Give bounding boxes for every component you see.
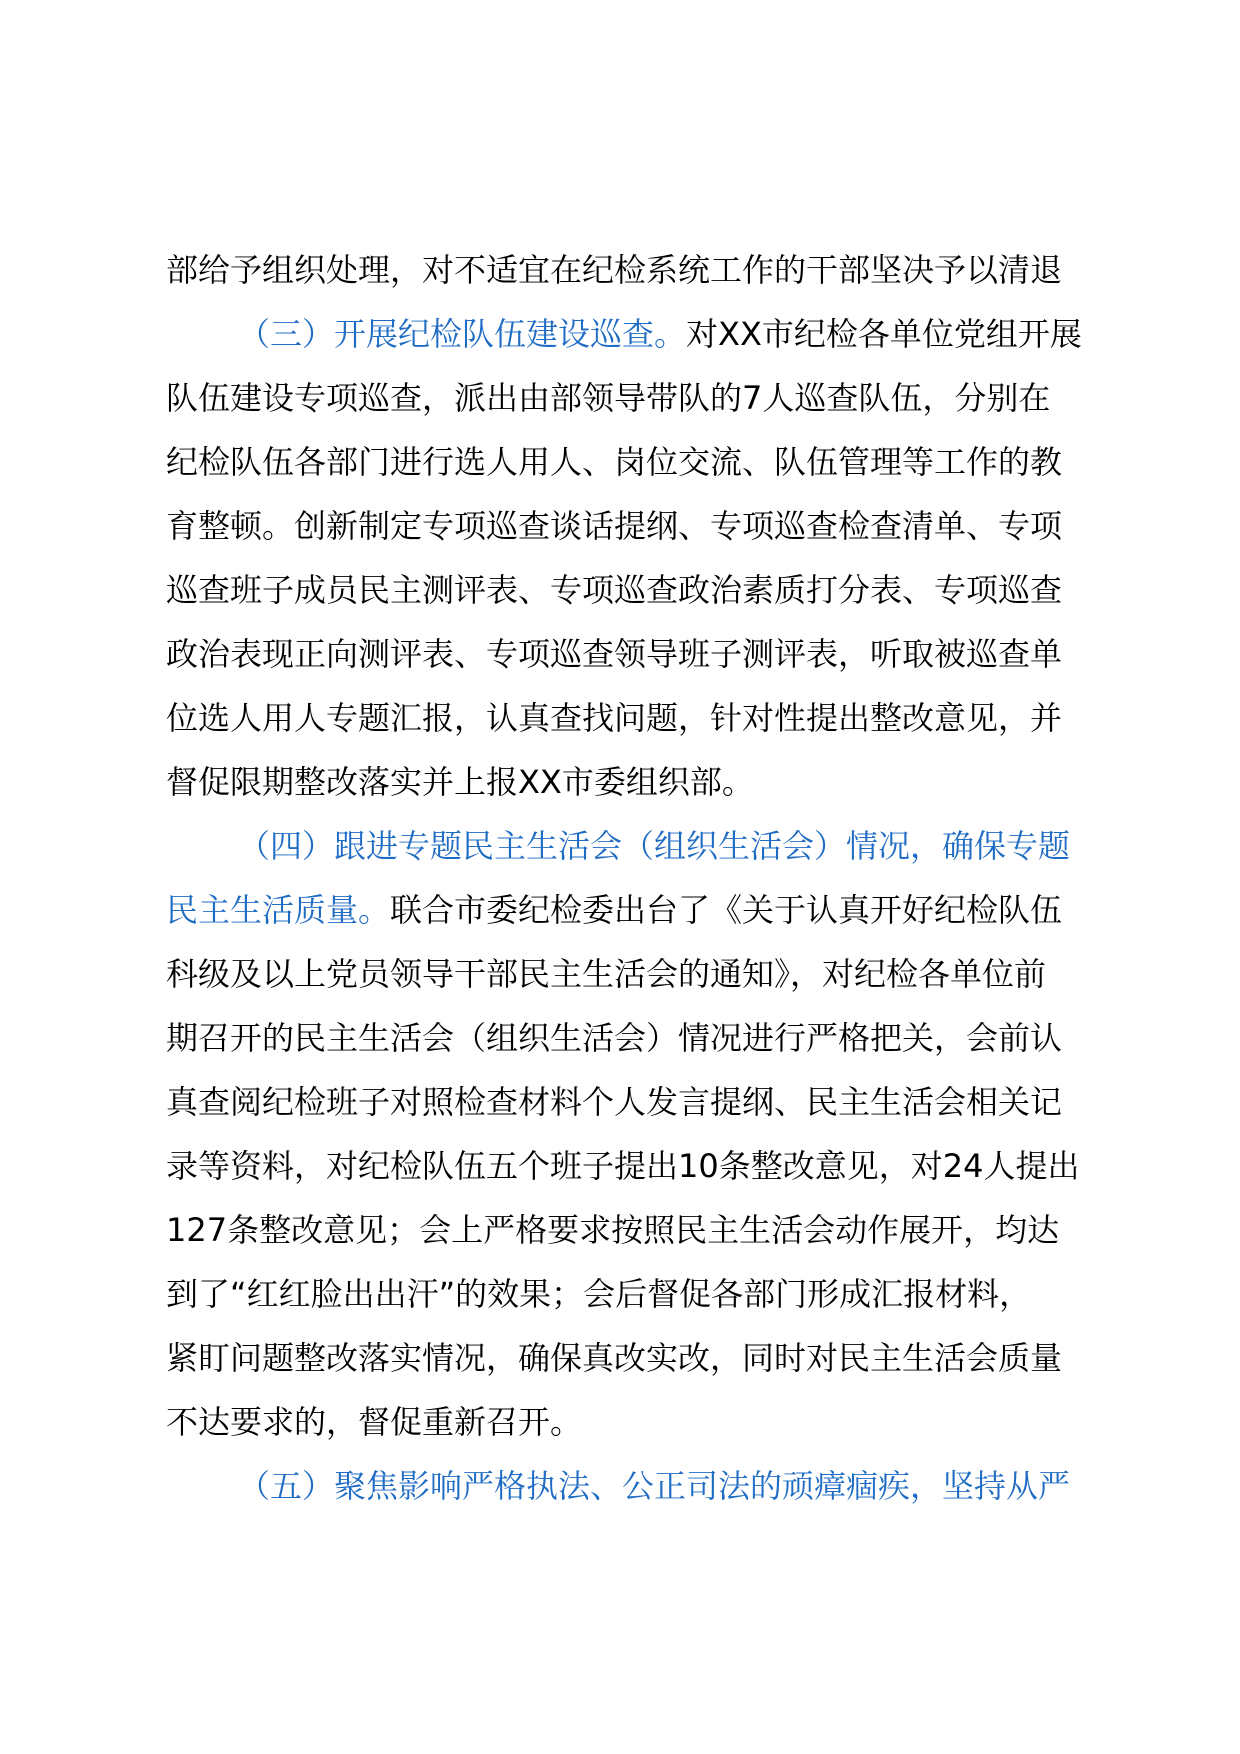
- body-line: [166, 634, 1062, 674]
- body-text: 育整顿。创新制定专项巡查谈话提纲、专项巡查检查清单、专项: [166, 507, 1063, 545]
- body-line: [166, 1338, 1062, 1378]
- body-text: 纪检队伍各部门进行选人用人、岗位交流、队伍管理等工作的教: [166, 443, 1063, 481]
- body-line: [166, 1274, 1031, 1314]
- body-text: 到了“红红脸出出汗”的效果；会后督促各部门形成汇报材料，: [166, 1275, 1032, 1313]
- section-heading: （五）聚焦影响严格执法、公正司法的顽瘴痼疾，坚持从严: [238, 1467, 1071, 1505]
- body-text: 期召开的民主生活会（组织生活会）情况进行严格把关，会前认: [166, 1019, 1063, 1057]
- body-line: [166, 1210, 1059, 1250]
- body-text: 督促限期整改落实并上报XX市委组织部。: [166, 763, 754, 801]
- body-line: [166, 698, 1062, 738]
- body-text: 位选人用人专题汇报，认真查找问题，针对性提出整改意见，并: [166, 699, 1063, 737]
- body-line: [166, 1018, 1062, 1058]
- body-line: [238, 826, 1070, 866]
- body-line: [166, 1082, 1062, 1122]
- body-text: 不达要求的，督促重新召开。: [166, 1403, 583, 1441]
- body-line: [166, 378, 1050, 418]
- body-line: [166, 506, 1062, 546]
- section-heading: （三）开展纪检队伍建设巡查。: [238, 315, 687, 353]
- body-line: [166, 762, 754, 802]
- body-text: 录等资料，对纪检队伍五个班子提出10条整改意见，对24人提出: [166, 1147, 1080, 1185]
- body-text: 真查阅纪检班子对照检查材料个人发言提纲、民主生活会相关记: [166, 1083, 1063, 1121]
- body-line: [166, 890, 1062, 930]
- body-line: [166, 954, 1046, 994]
- body-text: 政治表现正向测评表、专项巡查领导班子测评表，听取被巡查单: [166, 635, 1063, 673]
- body-text: 联合市委纪检委出台了《关于认真开好纪检队伍: [390, 891, 1063, 929]
- body-line: [238, 314, 1082, 354]
- body-line: [166, 1402, 582, 1442]
- body-text: 127条整改意见；会上严格要求按照民主生活会动作展开，均达: [166, 1211, 1060, 1249]
- body-line: [166, 250, 1062, 290]
- body-text: 紧盯问题整改落实情况，确保真改实改，同时对民主生活会质量: [166, 1339, 1063, 1377]
- body-line: [238, 1466, 1070, 1506]
- section-heading: 民主生活质量。: [166, 891, 391, 929]
- body-line: [166, 570, 1062, 610]
- body-text: 巡查班子成员民主测评表、专项巡查政治素质打分表、专项巡查: [166, 571, 1063, 609]
- body-line: [166, 1146, 1079, 1186]
- body-line: [166, 442, 1062, 482]
- body-text: 部给予组织处理，对不适宜在纪检系统工作的干部坚决予以清退: [166, 251, 1063, 289]
- body-text: 对XX市纪检各单位党组开展: [686, 315, 1082, 353]
- body-text: 队伍建设专项巡查，派出由部领导带队的7人巡查队伍，分别在: [166, 379, 1051, 417]
- body-text: 科级及以上党员领导干部民主生活会的通知》，对纪检各单位前: [166, 955, 1047, 993]
- section-heading: （四）跟进专题民主生活会（组织生活会）情况，确保专题: [238, 827, 1071, 865]
